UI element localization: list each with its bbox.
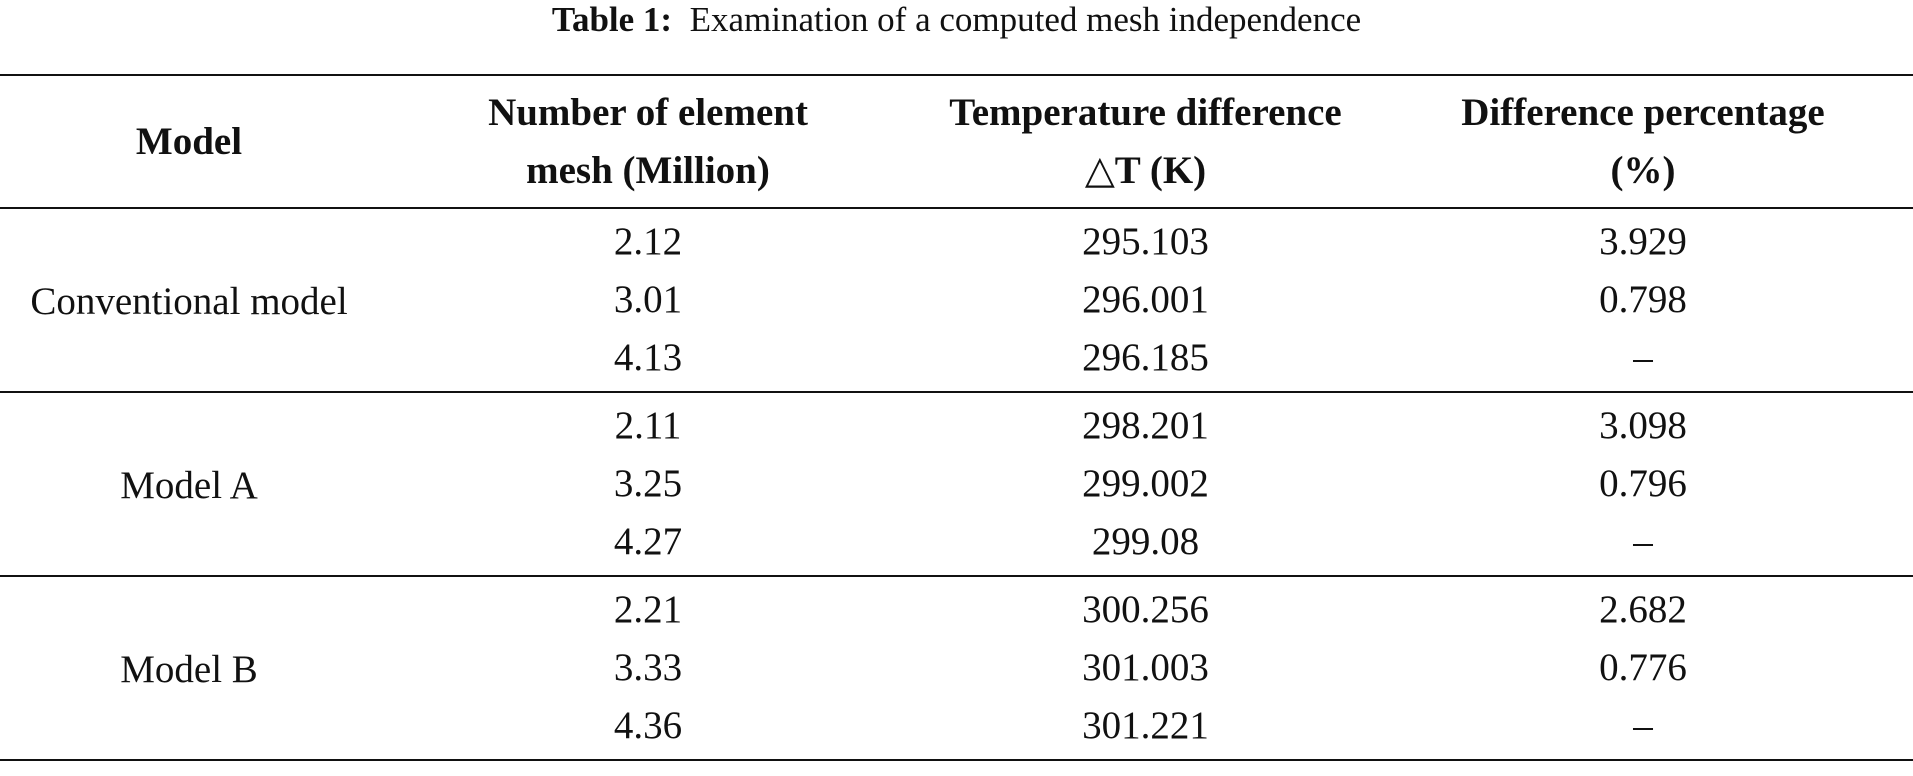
model-name-cell: Model B: [120, 648, 258, 691]
mesh-count-cell: 4.36: [613, 704, 683, 747]
temperature-difference-cell: 296.001: [1082, 278, 1209, 321]
temperature-difference-cell: 299.08: [1091, 520, 1200, 563]
mesh-count-cell: 3.01: [613, 278, 683, 321]
group-model-a: [0, 392, 1913, 576]
header-row: [0, 75, 1913, 208]
header-difference-percentage: [1373, 75, 1913, 208]
temperature-difference-cell: 298.201: [1082, 404, 1209, 447]
difference-percentage-cell: 0.796: [1599, 462, 1687, 505]
mesh-count-cell: 3.33: [613, 646, 683, 689]
difference-percentage-cell: –: [1633, 704, 1653, 747]
table-header: [0, 75, 1913, 208]
difference-percentage-cell: 2.682: [1599, 588, 1687, 631]
difference-percentage-cell: 0.776: [1599, 646, 1687, 689]
group-model-b: [0, 576, 1913, 760]
temperature-difference-cell: 296.185: [1082, 336, 1209, 379]
mesh-count-cell: 2.11: [614, 404, 682, 447]
header-model: [0, 75, 378, 208]
difference-percentage-cell: –: [1633, 520, 1653, 563]
table-row: [0, 392, 1913, 455]
table-caption: [0, 0, 1913, 40]
header-mesh-count-line1: Number of element: [488, 90, 808, 134]
mesh-independence-table: [0, 74, 1913, 761]
temperature-difference-cell: 295.103: [1082, 220, 1209, 263]
model-name-cell: Conventional model: [30, 280, 348, 323]
header-temperature-difference-line2: △T (K): [1084, 148, 1207, 192]
caption-label: Table 1:: [551, 0, 673, 39]
header-temperature-difference-line1: Temperature difference: [949, 90, 1342, 134]
header-difference-percentage-line1: Difference percentage: [1461, 90, 1825, 134]
group-conventional-model: [0, 208, 1913, 392]
mesh-count-cell: 4.27: [613, 520, 683, 563]
temperature-difference-cell: 300.256: [1082, 588, 1209, 631]
mesh-count-cell: 2.21: [613, 588, 683, 631]
temperature-difference-cell: 301.221: [1082, 704, 1209, 747]
header-model-line1: Model: [135, 119, 243, 163]
difference-percentage-cell: –: [1633, 336, 1653, 379]
header-temperature-difference: [918, 75, 1373, 208]
difference-percentage-cell: 3.098: [1599, 404, 1687, 447]
table-row: [0, 576, 1913, 639]
caption-text: Examination of a computed mesh independence: [689, 0, 1362, 39]
header-mesh-count: [378, 75, 918, 208]
mesh-count-cell: 3.25: [613, 462, 683, 505]
difference-percentage-cell: 0.798: [1599, 278, 1687, 321]
model-name-cell: Model A: [120, 464, 258, 507]
header-mesh-count-line2: mesh (Million): [526, 148, 770, 192]
difference-percentage-cell: 3.929: [1599, 220, 1687, 263]
mesh-count-cell: 2.12: [613, 220, 683, 263]
temperature-difference-cell: 301.003: [1082, 646, 1209, 689]
header-difference-percentage-line2: (%): [1610, 148, 1676, 192]
temperature-difference-cell: 299.002: [1082, 462, 1209, 505]
table-row: [0, 208, 1913, 271]
mesh-count-cell: 4.13: [613, 336, 683, 379]
